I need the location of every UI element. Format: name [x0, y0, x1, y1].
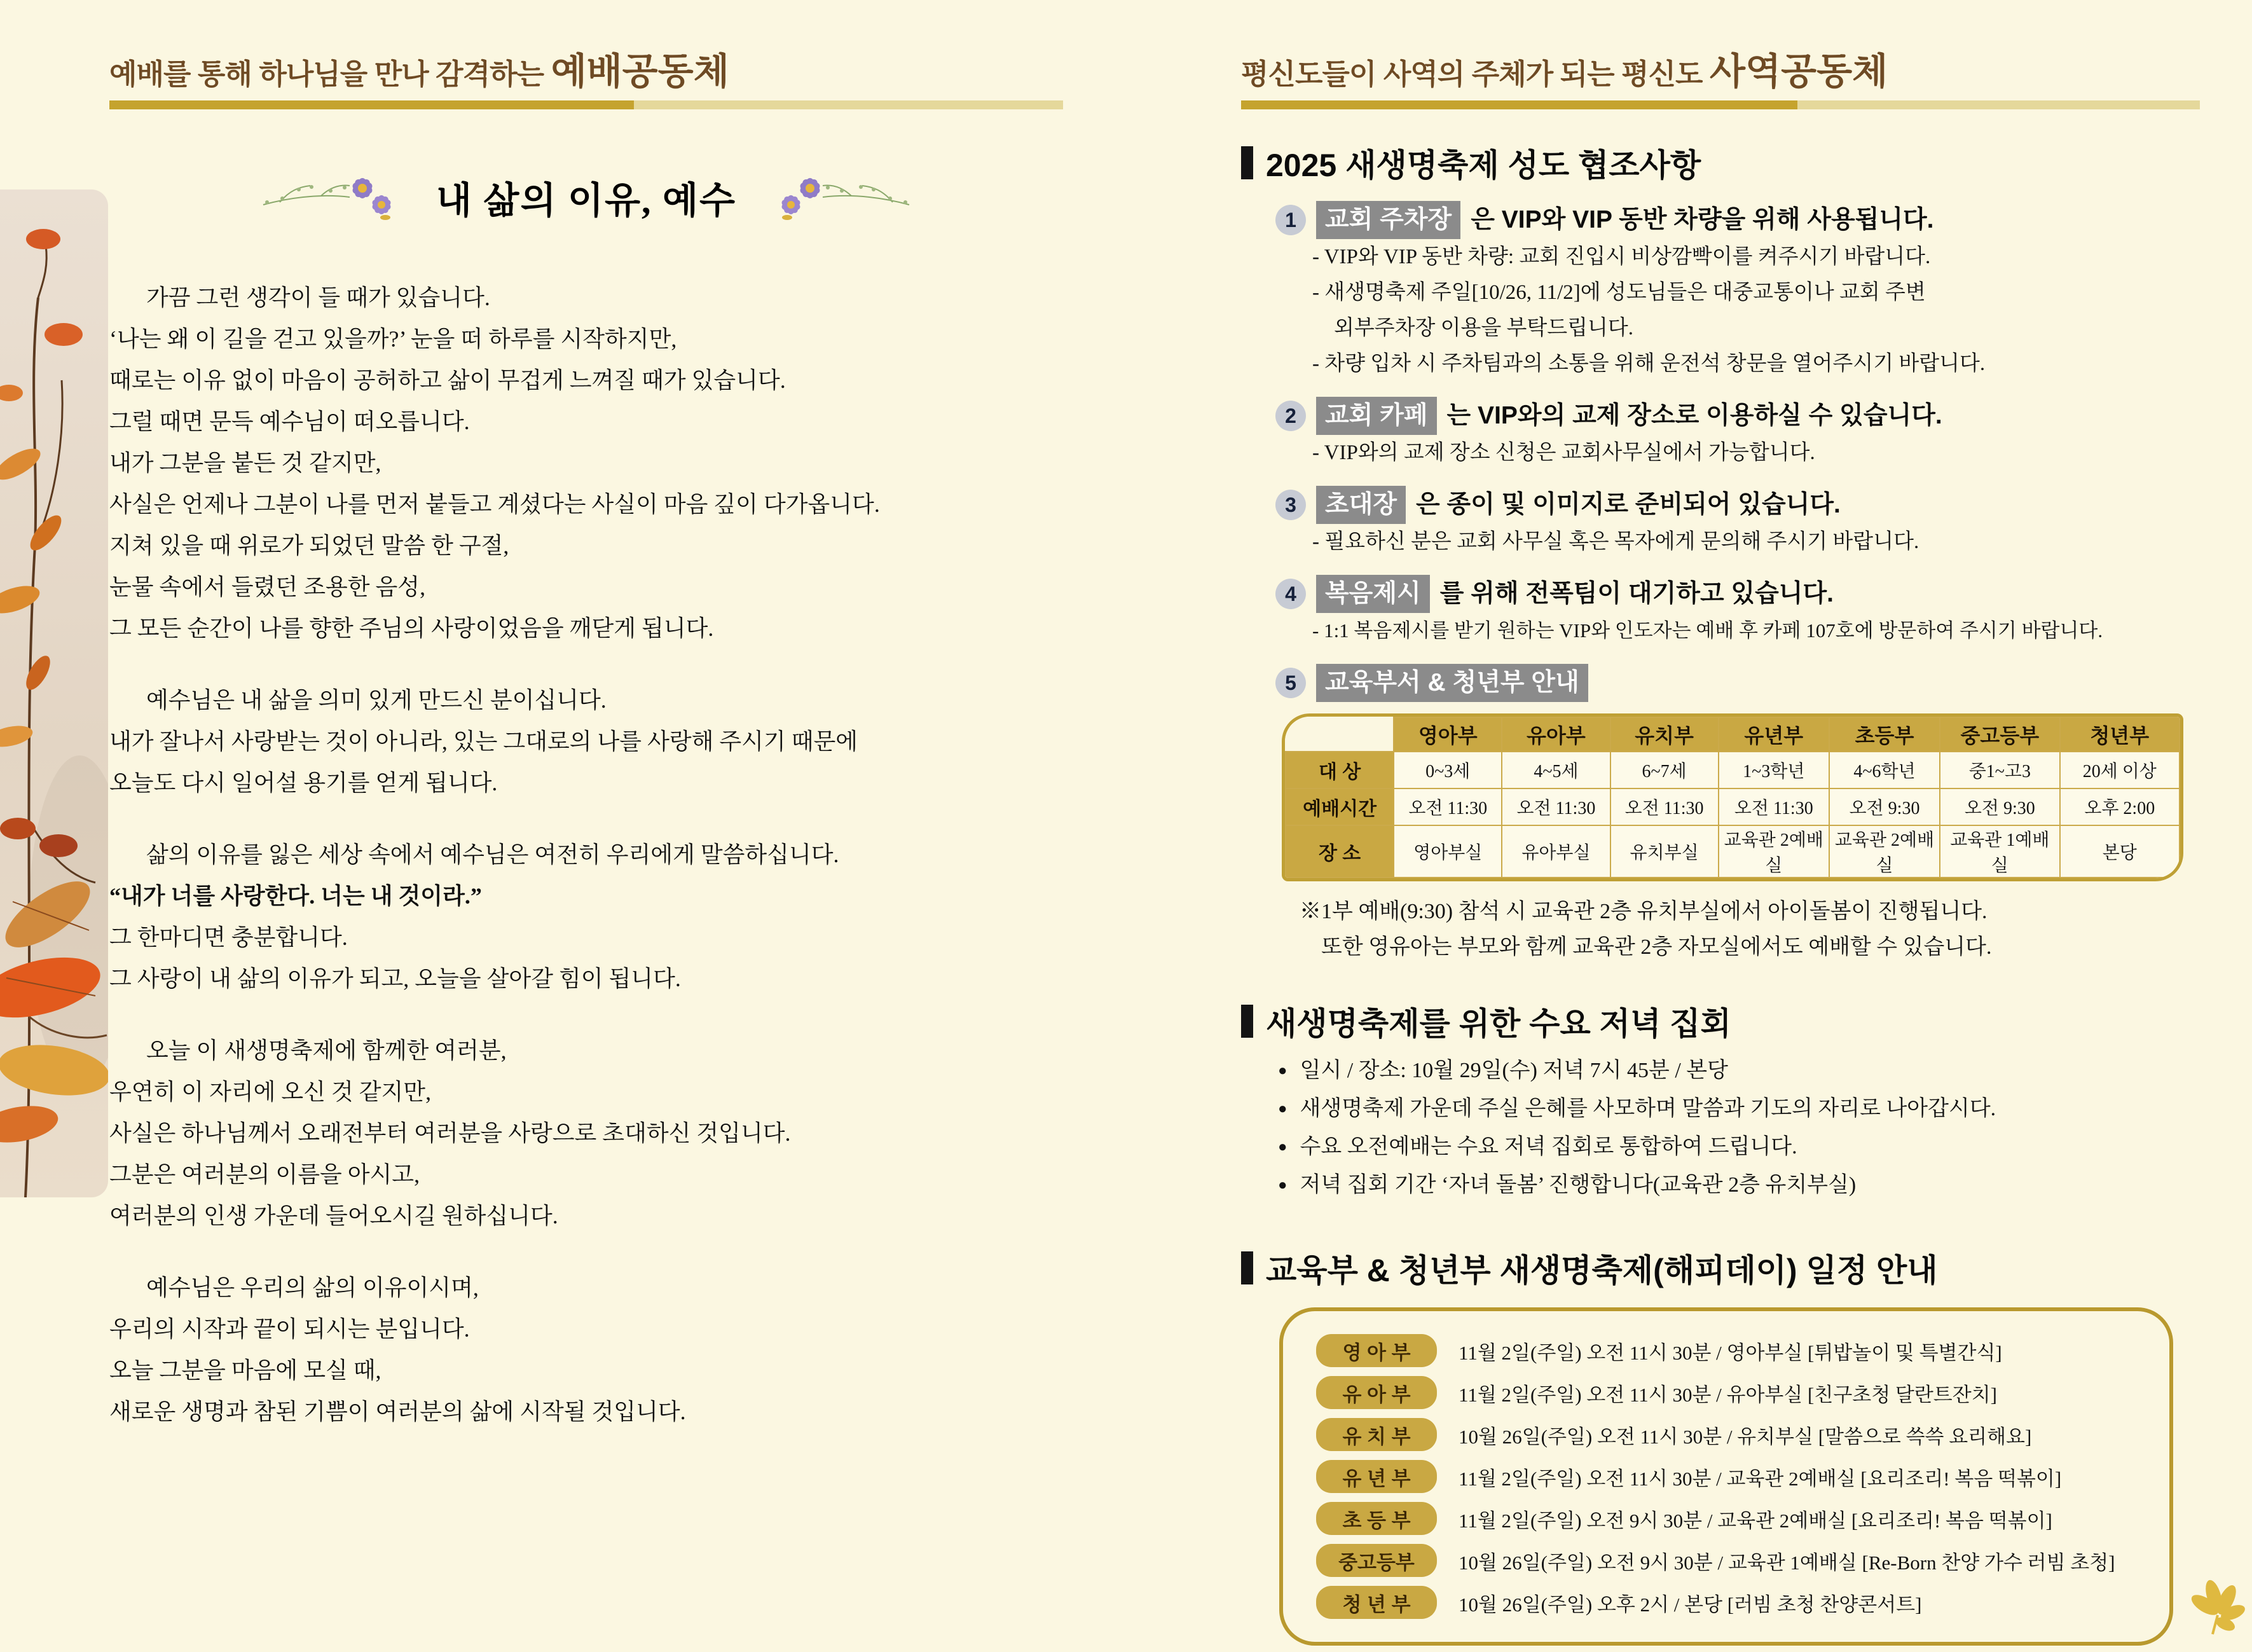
happyday-schedule-box [1279, 1307, 2173, 1646]
flower-ornament-right-icon [777, 172, 912, 223]
table-header-cell: 유아부 [1502, 717, 1610, 752]
dept-pill: 유 아 부 [1316, 1376, 1437, 1409]
section-title-text: 2025 새생명축제 성도 협조사항 [1266, 148, 1701, 183]
table-note-line: 또한 영유아는 부모와 함께 교육관 2층 자모실에서도 예배할 수 있습니다. [1321, 935, 1992, 959]
coop-item-head [1275, 201, 2200, 239]
gold-leaf-icon [2186, 1576, 2246, 1637]
table-header-cell: 유치부 [1610, 717, 1719, 752]
rule-light-segment [634, 100, 1063, 109]
table-cell: 0~3세 [1394, 752, 1502, 788]
coop-item-cafe [1241, 397, 2200, 471]
schedule-desc: 11월 2일(주일) 오전 11시 30분 / 교육관 2예배실 [요리조리! 복음 떡볶이] [1459, 1467, 2062, 1490]
poem-line: 우리의 시작과 끝이 되시는 분입니다. [109, 1316, 470, 1342]
section-title-text: 교육부 & 청년부 새생명축제(해피데이) 일정 안내 [1266, 1253, 1938, 1288]
dept-pill: 청 년 부 [1316, 1586, 1437, 1619]
coop-item-head [1275, 575, 2200, 613]
dept-pill: 유 치 부 [1316, 1418, 1437, 1451]
schedule-desc: 10월 26일(주일) 오전 9시 30분 / 교육관 1예배실 [Re-Born 찬양 가수 러빔 초청] [1459, 1551, 2115, 1574]
left-header-rule [109, 100, 1063, 109]
poem-line: 내가 그분을 붙든 것 같지만, [109, 450, 381, 476]
table-header-cell: 청년부 [2060, 717, 2180, 752]
poem-line: 눈물 속에서 들렸던 조용한 음성, [109, 574, 426, 600]
schedule-desc: 11월 2일(주일) 오전 9시 30분 / 교육관 2예배실 [요리조리! 복음 떡볶이] [1459, 1509, 2052, 1532]
item-number-badge: 1 [1275, 205, 1306, 235]
poem-title-row [109, 170, 1063, 224]
bullet-text: 새생명축제 가운데 주실 은혜를 사모하며 말씀과 기도의 자리로 나아갑시다. [1300, 1097, 1996, 1120]
poem-line: 그 한마디면 충분합니다. [109, 925, 348, 950]
item-number-badge: 2 [1275, 401, 1306, 431]
poem-line: 그분은 여러분의 이름을 아시고, [109, 1162, 420, 1187]
coop-sub-line: - 차량 입차 시 주차팀과의 소통을 위해 운전석 창문을 열어주시기 바랍니다. [1312, 352, 1986, 375]
table-cell: 영아부실 [1394, 825, 1502, 878]
item-keyword-highlight: 교육부서 & 청년부 안내 [1316, 664, 1588, 702]
section-bar-icon [1241, 1005, 1253, 1038]
coop-item-invitation [1241, 486, 2200, 560]
bullet-text: 수요 오전예배는 수요 저녁 집회로 통합하여 드립니다. [1300, 1135, 1797, 1159]
poem-line: 내가 잘나서 사랑받는 것이 아니라, 있는 그대로의 나를 사랑해 주시기 때문에 [109, 729, 858, 754]
table-cell: 오전 9:30 [1829, 788, 1940, 825]
table-row-label: 대 상 [1286, 752, 1394, 788]
poem-line: 오늘 그분을 마음에 모실 때, [109, 1358, 381, 1383]
bullet-item [1278, 1128, 2200, 1166]
coop-item-head [1275, 664, 2200, 702]
coop-item-parking [1241, 201, 2200, 382]
table-cell: 6~7세 [1610, 752, 1719, 788]
poem-line: 예수님은 우리의 삶의 이유이시며, [146, 1275, 479, 1300]
coop-sub-line-continuation: 외부주차장 이용을 부탁드립니다. [1334, 317, 1634, 340]
coop-sub-line: - 1:1 복음제시를 받기 원하는 VIP와 인도자는 예배 후 카페 107호에 방문하여 주시기 바랍니다. [1312, 619, 2103, 642]
poem-line: 지쳐 있을 때 위로가 되었던 말씀 한 구절, [109, 533, 509, 558]
bullet-item [1278, 1052, 2200, 1090]
left-page [109, 53, 1063, 1433]
rule-dark-segment [109, 100, 634, 109]
poem-line: ‘나는 왜 이 길을 걷고 있을까?’ 눈을 떠 하루를 시작하지만, [109, 326, 677, 352]
left-header-prefix: 예배를 통해 하나님을 만나 감격하는 [109, 58, 551, 90]
wednesday-bullets [1278, 1052, 2200, 1204]
table-cell: 오전 11:30 [1719, 788, 1829, 825]
table-row-worship-time [1286, 788, 2180, 825]
poem-line: 오늘도 다시 일어설 용기를 얻게 됩니다. [109, 770, 498, 795]
item-keyword-highlight: 교회 카페 [1316, 397, 1437, 435]
department-table [1285, 717, 2180, 878]
bullet-icon: ● [1278, 1177, 1287, 1194]
bullet-text: 저녁 집회 기간 ‘자녀 돌봄’ 진행합니다(교육관 2층 유치부실) [1300, 1173, 1857, 1197]
table-cell: 유치부실 [1610, 825, 1719, 878]
table-row-place [1286, 825, 2180, 878]
poem-title: 내 삶의 이유, 예수 [436, 180, 737, 221]
coop-sub-line: - 새생명축제 주일[10/26, 11/2]에 성도님들은 대중교통이나 교회 주변 [1312, 281, 1926, 304]
coop-item-head [1275, 397, 2200, 435]
table-cell: 본당 [2060, 825, 2180, 878]
item-head-text: 는 VIP와의 교제 장소로 이용하실 수 있습니다. [1446, 402, 1942, 429]
poem-line: 새로운 생명과 참된 기쁨이 여러분의 삶에 시작될 것입니다. [109, 1399, 686, 1424]
schedule-desc: 10월 26일(주일) 오전 11시 30분 / 유치부실 [말씀으로 쓱쓱 요리해요] [1459, 1425, 2032, 1448]
bullet-text: 일시 / 장소: 10월 29일(수) 저녁 7시 45분 / 본당 [1300, 1059, 1728, 1082]
item-keyword-highlight: 초대장 [1316, 486, 1406, 524]
poem-line: 사실은 하나님께서 오래전부터 여러분을 사랑으로 초대하신 것입니다. [109, 1120, 791, 1146]
schedule-desc: 10월 26일(주일) 오후 2시 / 본당 [러빔 초청 찬양콘서트] [1459, 1593, 1922, 1616]
bullet-item [1278, 1090, 2200, 1128]
table-cell: 오전 11:30 [1394, 788, 1502, 825]
poem-body [109, 277, 1063, 1433]
coop-item-head [1275, 486, 2200, 524]
right-header-prefix: 평신도들이 사역의 주체가 되는 평신도 [1241, 58, 1710, 90]
table-cell: 교육관 2예배실 [1719, 825, 1829, 878]
section-title-happyday [1241, 1245, 2200, 1291]
item-number-badge: 3 [1275, 490, 1306, 520]
autumn-branch-image [0, 189, 108, 1197]
poem-line: 오늘 이 새생명축제에 함께한 여러분, [146, 1038, 507, 1063]
bullet-item [1278, 1166, 2200, 1204]
table-cell: 교육관 2예배실 [1829, 825, 1940, 878]
coop-sub-line: - 필요하신 분은 교회 사무실 혹은 목자에게 문의해 주시기 바랍니다. [1312, 530, 1919, 553]
poem-line: 때로는 이유 없이 마음이 공허하고 삶이 무겁게 느껴질 때가 있습니다. [109, 368, 786, 393]
left-header-emphasis: 예배공동체 [551, 51, 729, 92]
table-header-cell: 유년부 [1719, 717, 1829, 752]
table-note-line: ※1부 예배(9:30) 참석 시 교육관 2층 유치부실에서 아이돌봄이 진행됩니다. [1300, 900, 1988, 923]
item-head-text: 를 위해 전폭팀이 대기하고 있습니다. [1439, 580, 1834, 607]
table-notes [1241, 894, 2200, 965]
dept-pill: 영 아 부 [1316, 1334, 1437, 1367]
table-cell: 교육관 1예배실 [1940, 825, 2059, 878]
cooperation-list [1241, 201, 2200, 702]
table-header-cell: 초등부 [1829, 717, 1940, 752]
schedule-row [1316, 1544, 2169, 1577]
table-corner-cell [1286, 717, 1394, 752]
schedule-desc: 11월 2일(주일) 오전 11시 30분 / 유아부실 [친구초청 달란트잔치] [1459, 1383, 1997, 1406]
coop-sub-line: - VIP와의 교제 장소 신청은 교회사무실에서 가능합니다. [1312, 441, 1815, 464]
table-cell: 오전 11:30 [1610, 788, 1719, 825]
table-cell: 20세 이상 [2060, 752, 2180, 788]
flower-ornament-left-icon [261, 172, 395, 223]
schedule-row [1316, 1334, 2169, 1367]
bullet-icon: ● [1278, 1063, 1287, 1079]
rule-dark-segment [1241, 100, 1797, 109]
section-title-cooperation [1241, 140, 2200, 186]
poem-line: 여러분의 인생 가운데 들어오시길 원하십니다. [109, 1203, 558, 1229]
schedule-row [1316, 1418, 2169, 1451]
poem-line: 그 사랑이 내 삶의 이유가 되고, 오늘을 살아갈 힘이 됩니다. [109, 966, 681, 991]
dept-pill: 초 등 부 [1316, 1502, 1437, 1535]
section-title-text: 새생명축제를 위한 수요 저녁 집회 [1266, 1006, 1731, 1042]
poem-line: 우연히 이 자리에 오신 것 같지만, [109, 1079, 432, 1105]
table-cell: 4~6학년 [1829, 752, 1940, 788]
item-head-text: 은 VIP와 VIP 동반 차량을 위해 사용됩니다. [1471, 206, 1934, 233]
table-cell: 4~5세 [1502, 752, 1610, 788]
table-header-cell: 영아부 [1394, 717, 1502, 752]
coop-sub-line: - VIP와 VIP 동반 차량: 교회 진입시 비상깜빡이를 켜주시기 바랍니다. [1312, 245, 1931, 268]
right-header-emphasis: 사역공동체 [1710, 51, 1888, 92]
item-keyword-highlight: 복음제시 [1316, 575, 1430, 613]
schedule-row [1316, 1502, 2169, 1535]
table-cell: 오전 9:30 [1940, 788, 2059, 825]
section-bar-icon [1241, 146, 1253, 179]
right-page-header [1241, 53, 2200, 90]
table-header-row [1286, 717, 2180, 752]
schedule-row [1316, 1586, 2169, 1619]
poem-line: 그럴 때면 문득 예수님이 떠오릅니다. [109, 409, 470, 434]
table-row-target [1286, 752, 2180, 788]
dept-pill: 중고등부 [1316, 1544, 1437, 1577]
department-table-wrap [1282, 713, 2183, 881]
right-page [1241, 53, 2200, 1646]
schedule-row [1316, 1460, 2169, 1493]
table-row-label: 예배시간 [1286, 788, 1394, 825]
poem-line: 사실은 언제나 그분이 나를 먼저 붙들고 계셨다는 사실이 마음 깊이 다가옵니다. [109, 492, 880, 517]
schedule-desc: 11월 2일(주일) 오전 11시 30분 / 영아부실 [튀밥놀이 및 특별간식] [1459, 1341, 2002, 1364]
rule-light-segment [1797, 100, 2200, 109]
left-page-header [109, 53, 1063, 90]
table-row-label: 장 소 [1286, 825, 1394, 878]
bullet-icon: ● [1278, 1139, 1287, 1155]
item-number-badge: 5 [1275, 668, 1306, 698]
poem-quote-line: “내가 너를 사랑한다. 너는 내 것이라.” [109, 883, 482, 909]
table-cell: 오전 11:30 [1502, 788, 1610, 825]
item-keyword-highlight: 교회 주차장 [1316, 201, 1460, 239]
coop-item-gospel [1241, 575, 2200, 649]
table-cell: 오후 2:00 [2060, 788, 2180, 825]
table-cell: 1~3학년 [1719, 752, 1829, 788]
section-bar-icon [1241, 1251, 1253, 1284]
coop-item-departments [1241, 664, 2200, 702]
table-header-cell: 중고등부 [1940, 717, 2059, 752]
table-cell: 유아부실 [1502, 825, 1610, 878]
poem-line: 예수님은 내 삶을 의미 있게 만드신 분이십니다. [146, 687, 607, 713]
table-cell: 중1~고3 [1940, 752, 2059, 788]
poem-line: 가끔 그런 생각이 들 때가 있습니다. [146, 285, 490, 310]
poem-line: 삶의 이유를 잃은 세상 속에서 예수님은 여전히 우리에게 말씀하십니다. [146, 842, 839, 867]
bullet-icon: ● [1278, 1101, 1287, 1117]
autumn-photo-strip [0, 189, 108, 1197]
item-head-text: 은 종이 및 이미지로 준비되어 있습니다. [1416, 491, 1841, 518]
right-header-rule [1241, 100, 2200, 109]
section-title-wednesday [1241, 998, 2200, 1044]
item-number-badge: 4 [1275, 579, 1306, 609]
dept-pill: 유 년 부 [1316, 1460, 1437, 1493]
schedule-row [1316, 1376, 2169, 1409]
poem-line: 그 모든 순간이 나를 향한 주님의 사랑이었음을 깨닫게 됩니다. [109, 616, 714, 641]
